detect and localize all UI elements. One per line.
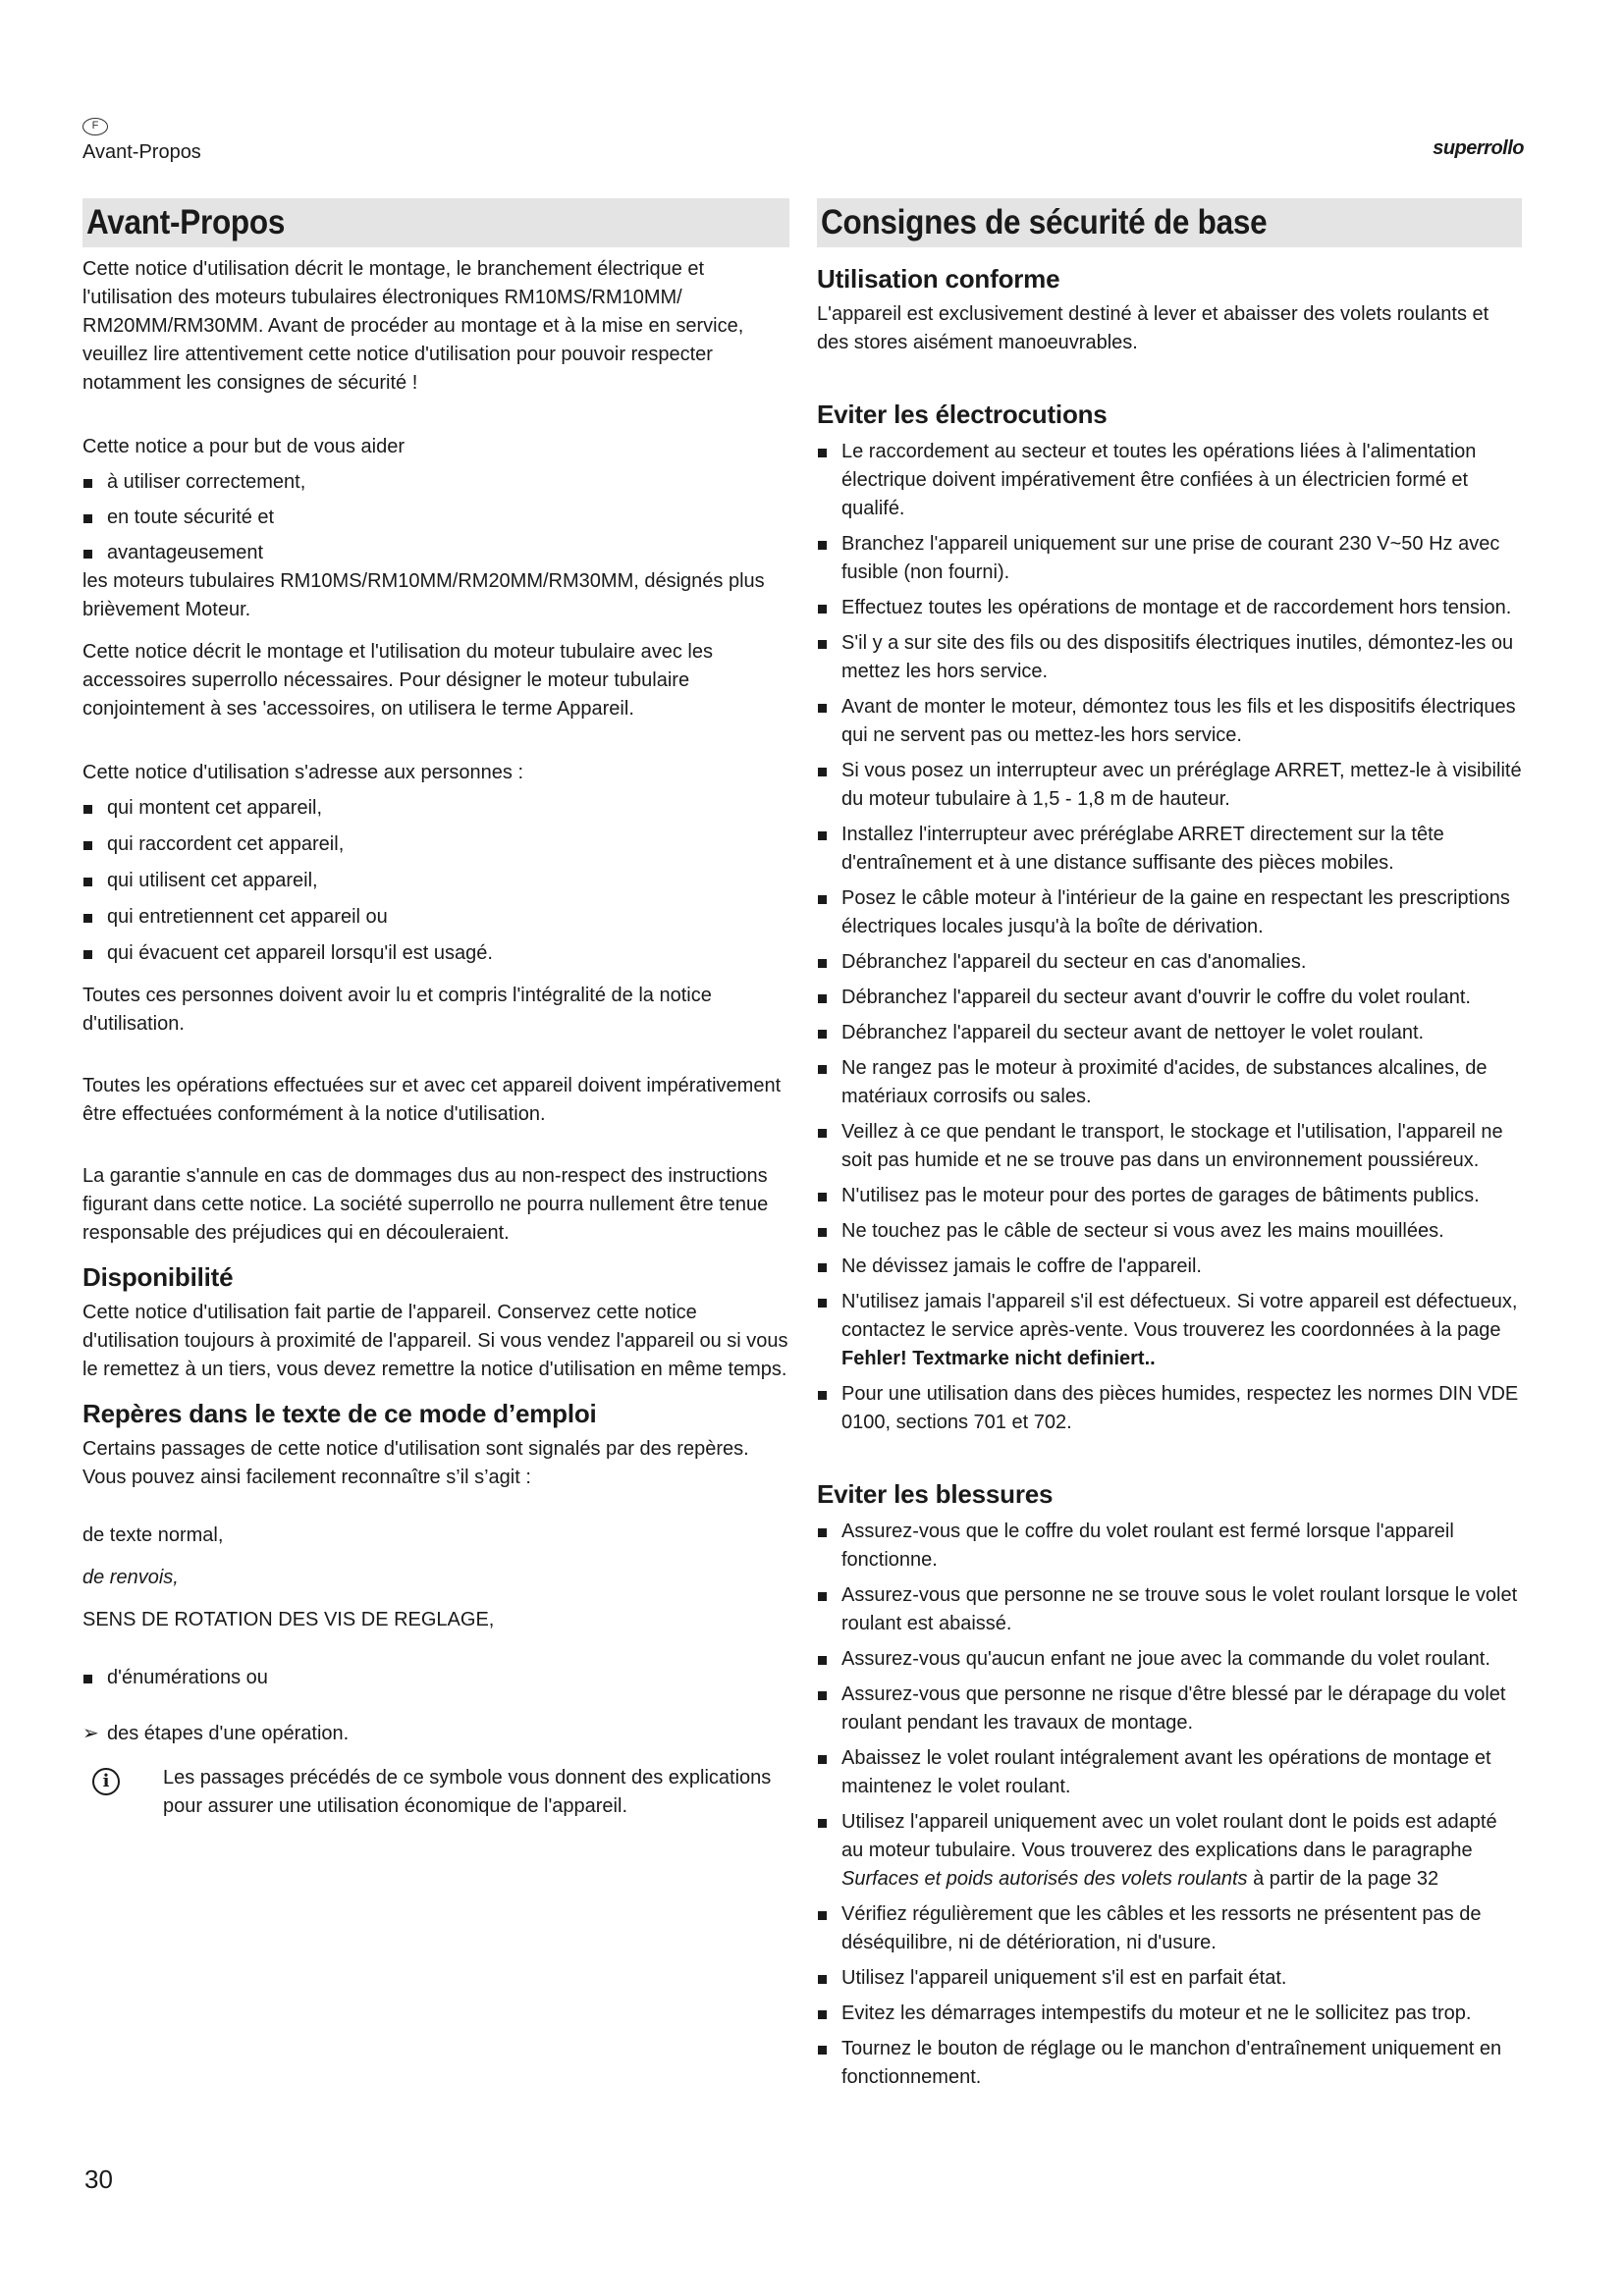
list-item-weight	[817, 1808, 1522, 1894]
weight-page: à partir de la page 32	[1253, 1868, 1439, 1890]
list-item: qui entretiennent cet appareil ou	[82, 903, 789, 932]
marker-normal-example: de texte normal,	[82, 1524, 224, 1546]
describes-paragraph: Cette notice décrit le montage et l'utilisation du moteur tubulaire avec les accessoires superrollo nécessaires. Pour désigner le moteur tubulaire conjointement à ses 'accessoires, on utilisera le terme Appareil.	[82, 641, 713, 720]
injuries-heading: Eviter les blessures	[817, 1479, 1054, 1509]
list-item: Assurez-vous que personne ne se trouve sous le volet roulant lorsque le volet roulant est abaissé.	[817, 1581, 1522, 1638]
list-item: Ne dévissez jamais le coffre de l'appareil.	[817, 1253, 1522, 1281]
injuries-list	[817, 1518, 1522, 2092]
superrollo-logo: superrollo	[1433, 137, 1524, 159]
list-item: Débranchez l'appareil du secteur en cas d'anomalies.	[817, 948, 1522, 977]
list-item: S'il y a sur site des fils ou des dispositifs électriques inutiles, démontez-les ou mettez les hors service.	[817, 629, 1522, 686]
list-item: Pour une utilisation dans des pièces humides, respectez les normes DIN VDE 0100, sections 701 et 702.	[817, 1380, 1522, 1437]
list-item: Abaissez le volet roulant intégralement avant les opérations de montage et maintenez le volet roulant.	[817, 1744, 1522, 1801]
aim-intro: Cette notice a pour but de vous aider	[82, 436, 405, 457]
markers-heading: Repères dans le texte de ce mode d’emploi	[82, 1399, 597, 1428]
availability-heading: Disponibilité	[82, 1262, 234, 1292]
header-section-title: Avant-Propos	[82, 141, 201, 163]
arrow-bullet-icon: ➢	[82, 1723, 99, 1744]
list-item: Evitez les démarrages intempestifs du moteur et ne le sollicitez pas trop.	[817, 2000, 1522, 2028]
info-note	[82, 1764, 789, 1821]
list-item: N'utilisez pas le moteur pour des portes de garages de bâtiments publics.	[817, 1182, 1522, 1210]
list-item: d'énumérations ou	[82, 1664, 789, 1692]
list-item: Débranchez l'appareil du secteur avant de nettoyer le volet roulant.	[817, 1019, 1522, 1047]
list-item: Ne touchez pas le câble de secteur si vous avez les mains mouillées.	[817, 1217, 1522, 1246]
list-item: Posez le câble moteur à l'intérieur de la gaine en respectant les prescriptions électriques locales jusqu'à la boîte de dérivation.	[817, 884, 1522, 941]
page-header	[81, 118, 1524, 177]
all-operations-paragraph: Toutes les opérations effectuées sur et avec cet appareil doivent impérativement être effectuées conformément à la notice d'utilisation.	[82, 1075, 782, 1125]
proper-use-heading: Utilisation conforme	[817, 264, 1060, 294]
info-icon: i	[92, 1768, 120, 1795]
defective-reference: Fehler! Textmarke nicht definiert..	[841, 1348, 1156, 1369]
markers-paragraph: Certains passages de cette notice d'utilisation sont signalés par des repères. Vous pouvez ainsi facilement reconnaître s’il s’agit :	[82, 1438, 749, 1488]
list-item: Installez l'interrupteur avec préréglabe ARRET directement sur la tête d'entraînement et à une distance suffisante des pièces mobiles.	[817, 821, 1522, 878]
page-number: 30	[84, 2164, 113, 2194]
right-column	[817, 198, 1522, 2092]
left-column	[82, 198, 789, 1821]
list-item: Assurez-vous que personne ne risque d'être blessé par le dérapage du volet roulant pendant les travaux de montage.	[817, 1681, 1522, 1737]
list-item: Le raccordement au secteur et toutes les opérations liées à l'alimentation électrique doivent impérativement être confiées à un électricien formé et qualifé.	[817, 438, 1522, 523]
right-title-banner	[817, 198, 1522, 247]
electrocution-list	[817, 438, 1522, 1437]
list-item: Avant de monter le moteur, démontez tous les fils et les dispositifs électriques qui ne servent pas ou mettez-les hors service.	[817, 693, 1522, 750]
marker-reference-example: de renvois,	[82, 1567, 179, 1588]
list-item: Effectuez toutes les opérations de montage et de raccordement hors tension.	[817, 594, 1522, 622]
list-item: qui montent cet appareil,	[82, 794, 789, 823]
all-persons-paragraph: Toutes ces personnes doivent avoir lu et compris l'intégralité de la notice d'utilisation.	[82, 985, 712, 1035]
list-item: Assurez-vous qu'aucun enfant ne joue avec la commande du volet roulant.	[817, 1645, 1522, 1674]
weight-reference: Surfaces et poids autorisés des volets roulants	[841, 1868, 1248, 1890]
list-item: Veillez à ce que pendant le transport, le stockage et l'utilisation, l'appareil ne soit pas humide et ne se trouve pas dans un environnement poussiéreux.	[817, 1118, 1522, 1175]
intro-paragraph: Cette notice d'utilisation décrit le montage, le branchement électrique et l'utilisation des moteurs tubulaires électroniques RM10MS/RM10MM/ RM20MM/RM30MM. Avant de procéder au montage et à la mise en service, veuillez lire attentivement cette notice d'utilisation pour pouvoir respecter notamment les consignes de sécurité !	[82, 258, 744, 394]
list-item: Assurez-vous que le coffre du volet roulant est fermé lorsque l'appareil fonctionne.	[817, 1518, 1522, 1575]
list-item: qui utilisent cet appareil,	[82, 867, 789, 895]
list-item: en toute sécurité et	[82, 504, 789, 532]
list-item: Branchez l'appareil uniquement sur une prise de courant 230 V~50 Hz avec fusible (non fourni).	[817, 530, 1522, 587]
list-item: Débranchez l'appareil du secteur avant d'ouvrir le coffre du volet roulant.	[817, 984, 1522, 1012]
availability-paragraph: Cette notice d'utilisation fait partie de l'appareil. Conservez cette notice d'utilisation toujours à proximité de l'appareil. Si vous vendez l'appareil ou si vous le remettez à un tiers, vous devez remettre la notice d'utilisation en même temps.	[82, 1302, 788, 1380]
electrocution-heading: Eviter les électrocutions	[817, 400, 1108, 429]
list-item: qui évacuent cet appareil lorsqu'il est usagé.	[82, 939, 789, 968]
aim-outro: les moteurs tubulaires RM10MS/RM10MM/RM20MM/RM30MM, désignés plus brièvement Moteur.	[82, 570, 765, 620]
list-item: qui raccordent cet appareil,	[82, 830, 789, 859]
marker-steps-text: des étapes d'une opération.	[107, 1723, 350, 1744]
language-badge: F	[82, 118, 108, 135]
list-item: avantageusement	[82, 539, 789, 567]
list-item: Vérifiez régulièrement que les câbles et les ressorts ne présentent pas de déséquilibre, ni de détérioration, ni d'usure.	[817, 1900, 1522, 1957]
marker-enum-list	[82, 1664, 789, 1692]
weight-text: Utilisez l'appareil uniquement avec un volet roulant dont le poids est adapté au moteur tubulaire. Vous trouverez des explications dans le paragraphe	[841, 1811, 1497, 1861]
list-item: Si vous posez un interrupteur avec un préréglage ARRET, mettez-le à visibilité du moteur tubulaire à 1,5 - 1,8 m de hauteur.	[817, 757, 1522, 814]
list-item-defective	[817, 1288, 1522, 1373]
marker-steps-example	[82, 1720, 789, 1748]
audience-list	[82, 794, 789, 968]
defective-text: N'utilisez jamais l'appareil s'il est défectueux. Si votre appareil est défectueux, contactez le service après-vente. Vous trouverez les coordonnées à la page	[841, 1291, 1518, 1341]
list-item: à utiliser correctement,	[82, 468, 789, 497]
right-title: Consignes de sécurité de base	[821, 203, 1268, 241]
aim-list	[82, 468, 789, 567]
list-item: Ne rangez pas le moteur à proximité d'acides, de substances alcalines, de matériaux corrosifs ou sales.	[817, 1054, 1522, 1111]
proper-use-paragraph: L'appareil est exclusivement destiné à lever et abaisser des volets roulants et des stores aisément manoeuvrables.	[817, 303, 1489, 353]
audience-intro: Cette notice d'utilisation s'adresse aux personnes :	[82, 762, 524, 783]
warranty-paragraph: La garantie s'annule en cas de dommages dus au non-respect des instructions figurant dans cette notice. La société superrollo ne pourra nullement être tenue responsable des préjudices qui en découleraient.	[82, 1165, 769, 1244]
left-title-banner	[82, 198, 789, 247]
marker-caps-example: SENS DE ROTATION DES VIS DE REGLAGE,	[82, 1609, 495, 1630]
list-item: Utilisez l'appareil uniquement s'il est en parfait état.	[817, 1964, 1522, 1993]
list-item: Tournez le bouton de réglage ou le manchon d'entraînement uniquement en fonctionnement.	[817, 2035, 1522, 2092]
info-note-text: Les passages précédés de ce symbole vous donnent des explications pour assurer une utilisation économique de l'appareil.	[163, 1767, 772, 1817]
left-title: Avant-Propos	[86, 203, 286, 241]
